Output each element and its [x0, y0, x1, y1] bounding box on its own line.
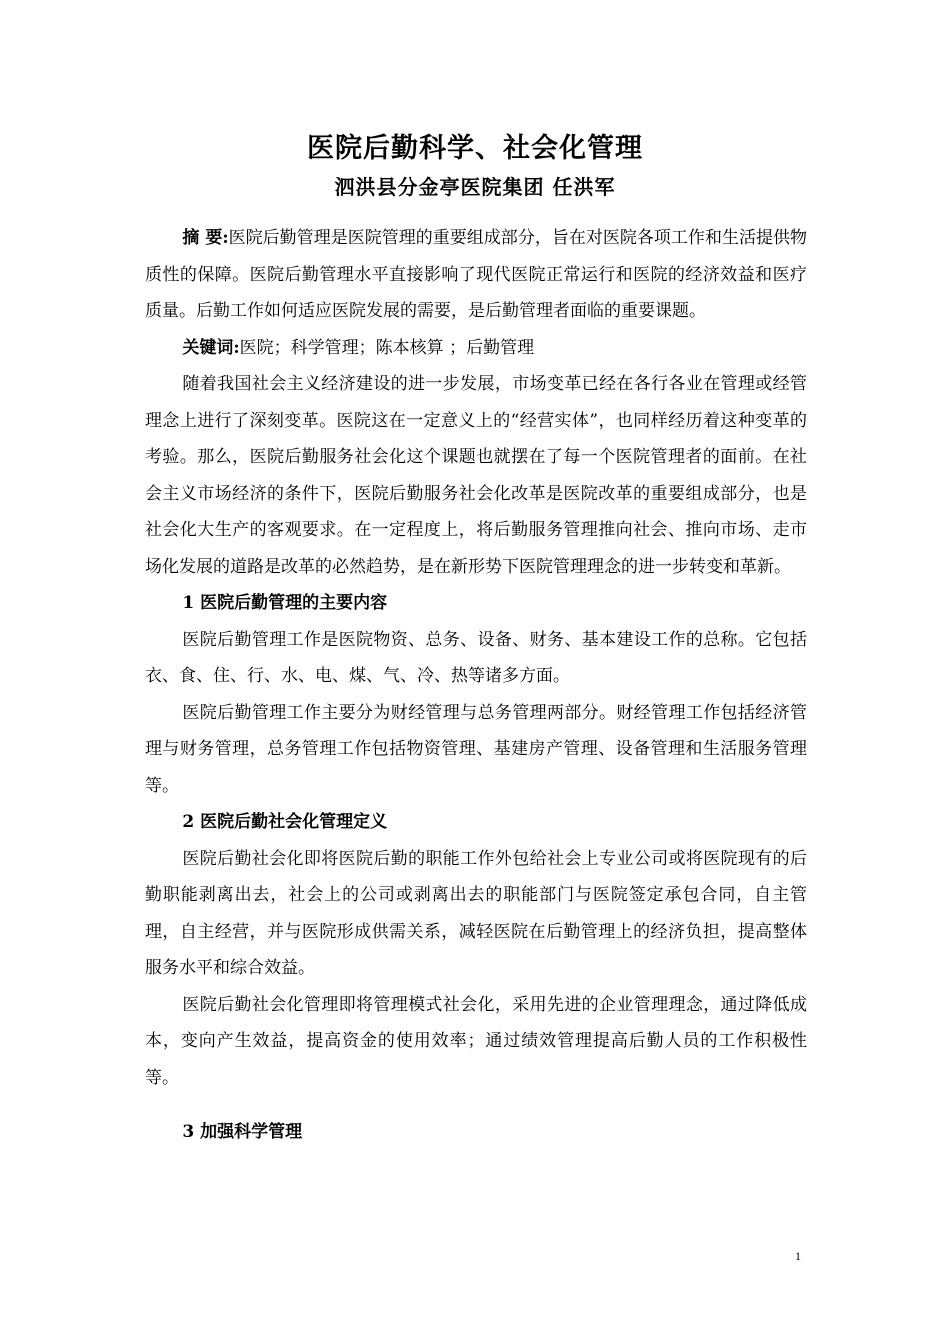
section-heading-1: 1 医院后勤管理的主要内容 [182, 593, 388, 613]
section-1-paragraph-2: 医院后勤管理工作主要分为财经管理与总务管理两部分。财经管理工作包括经济管理与财务管理，总务管理工作包括物资管理、基建房产管理、设备管理和生活服务管理等。 [145, 702, 807, 796]
abstract-label: 摘 要: [182, 228, 229, 248]
document-title: 医院后勤科学、社会化管理 [307, 133, 643, 164]
abstract-text: 医院后勤管理是医院管理的重要组成部分，旨在对医院各项工作和生活提供物质性的保障。医院后勤管理水平直接影响了现代医院正常运行和医院的经济效益和医疗质量。后勤工作如何适应医院发展的需要，是后勤管理者面临的重要课题。 [145, 228, 807, 321]
abstract-paragraph [145, 220, 807, 330]
section-2-paragraph-2: 医院后勤社会化管理即将管理模式社会化，采用先进的企业管理理念，通过降低成本，变向产生效益，提高资金的使用效率；通过绩效管理提高后勤人员的工作积极性等。 [145, 994, 807, 1088]
page-number: 1 [795, 1249, 801, 1263]
section-heading-3: 3 加强科学管理 [182, 1122, 303, 1142]
section-heading-2: 2 医院后勤社会化管理定义 [182, 812, 388, 832]
intro-paragraph: 随着我国社会主义经济建设的进一步发展，市场变革已经在各行各业在管理或经管理念上进行了深刻变革。医院这在一定意义上的“经营实体”，也同样经历着这种变革的考验。那么，医院后勤服务社会化这个课题也就摆在了每一个医院管理者的面前。在社会主义市场经济的条件下，医院后勤服务社会化改革是医院改革的重要组成部分，也是社会化大生产的客观要求。在一定程度上，将后勤服务管理推向社会、推向市场、走市场化发展的道路是改革的必然趋势，是在新形势下医院管理理念的进一步转变和革新。 [145, 374, 807, 577]
author-line: 泗洪县分金亭医院集团 任洪军 [334, 175, 616, 199]
section-1-paragraph-1: 医院后勤管理工作是医院物资、总务、设备、财务、基本建设工作的总称。它包括衣、食、住、行、水、电、煤、气、冷、热等诸多方面。 [145, 629, 807, 686]
document-body [145, 220, 807, 1151]
keywords-paragraph [145, 330, 807, 367]
keywords-label: 关键词: [182, 337, 240, 358]
section-2-paragraph-1: 医院后勤社会化即将医院后勤的职能工作外包给社会上专业公司或将医院现有的后勤职能剥离出去，社会上的公司或剥离出去的职能部门与医院签定承包合同，自主管理，自主经营，并与医院形成供需关系，减轻医院在后勤管理上的经济负担，提高整体服务水平和综合效益。 [145, 848, 807, 978]
keywords-text: 医院；科学管理；陈本核算 ；后勤管理 [239, 337, 535, 358]
